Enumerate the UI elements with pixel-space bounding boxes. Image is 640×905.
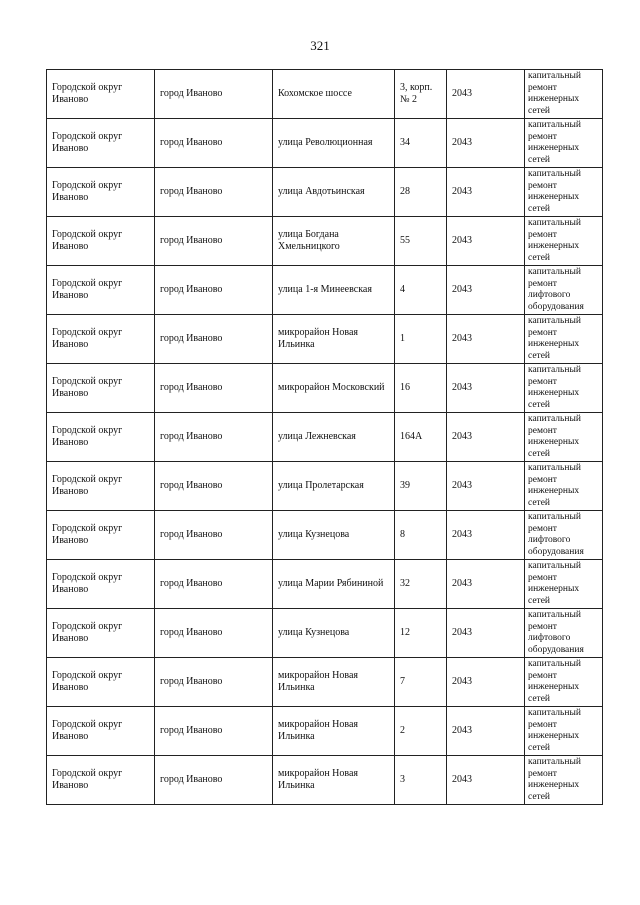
city-cell: город Иваново bbox=[155, 756, 273, 805]
city-cell: город Иваново bbox=[155, 364, 273, 413]
house-number-cell: 34 bbox=[395, 119, 447, 168]
city-cell: город Иваново bbox=[155, 266, 273, 315]
table-row bbox=[47, 560, 603, 609]
street-cell: улица 1-я Минеевская bbox=[273, 266, 395, 315]
year-cell: 2043 bbox=[447, 315, 525, 364]
house-number-cell: 2 bbox=[395, 707, 447, 756]
table-row bbox=[47, 119, 603, 168]
house-number-cell: 1 bbox=[395, 315, 447, 364]
district-cell: Городской округ Иваново bbox=[47, 560, 155, 609]
work-type-cell: капитальный ремонт инженерных сетей bbox=[525, 168, 603, 217]
district-cell: Городской округ Иваново bbox=[47, 462, 155, 511]
work-type-cell: капитальный ремонт инженерных сетей bbox=[525, 413, 603, 462]
table-row bbox=[47, 462, 603, 511]
district-cell: Городской округ Иваново bbox=[47, 217, 155, 266]
house-number-cell: 16 bbox=[395, 364, 447, 413]
table-row bbox=[47, 168, 603, 217]
street-cell: микрорайон Новая Ильинка bbox=[273, 315, 395, 364]
district-cell: Городской округ Иваново bbox=[47, 658, 155, 707]
city-cell: город Иваново bbox=[155, 217, 273, 266]
table-row bbox=[47, 609, 603, 658]
city-cell: город Иваново bbox=[155, 413, 273, 462]
year-cell: 2043 bbox=[447, 756, 525, 805]
city-cell: город Иваново bbox=[155, 70, 273, 119]
year-cell: 2043 bbox=[447, 364, 525, 413]
work-type-cell: капитальный ремонт инженерных сетей bbox=[525, 70, 603, 119]
year-cell: 2043 bbox=[447, 119, 525, 168]
work-type-cell: капитальный ремонт инженерных сетей bbox=[525, 462, 603, 511]
work-type-cell: капитальный ремонт инженерных сетей bbox=[525, 364, 603, 413]
city-cell: город Иваново bbox=[155, 560, 273, 609]
district-cell: Городской округ Иваново bbox=[47, 413, 155, 462]
table-row bbox=[47, 756, 603, 805]
street-cell: улица Марии Рябининой bbox=[273, 560, 395, 609]
city-cell: город Иваново bbox=[155, 707, 273, 756]
year-cell: 2043 bbox=[447, 266, 525, 315]
street-cell: улица Революционная bbox=[273, 119, 395, 168]
house-number-cell: 7 bbox=[395, 658, 447, 707]
city-cell: город Иваново bbox=[155, 119, 273, 168]
house-number-cell: 32 bbox=[395, 560, 447, 609]
street-cell: микрорайон Новая Ильинка bbox=[273, 707, 395, 756]
year-cell: 2043 bbox=[447, 413, 525, 462]
house-number-cell: 28 bbox=[395, 168, 447, 217]
table-row bbox=[47, 413, 603, 462]
page-number: 321 bbox=[310, 38, 330, 53]
table-row bbox=[47, 266, 603, 315]
work-type-cell: капитальный ремонт инженерных сетей bbox=[525, 315, 603, 364]
district-cell: Городской округ Иваново bbox=[47, 315, 155, 364]
house-number-cell: 164А bbox=[395, 413, 447, 462]
house-number-cell: 3, корп. № 2 bbox=[395, 70, 447, 119]
year-cell: 2043 bbox=[447, 707, 525, 756]
city-cell: город Иваново bbox=[155, 315, 273, 364]
district-cell: Городской округ Иваново bbox=[47, 511, 155, 560]
street-cell: микрорайон Московский bbox=[273, 364, 395, 413]
district-cell: Городской округ Иваново bbox=[47, 266, 155, 315]
table-row bbox=[47, 315, 603, 364]
house-number-cell: 55 bbox=[395, 217, 447, 266]
house-number-cell: 4 bbox=[395, 266, 447, 315]
street-cell: улица Богдана Хмельницкого bbox=[273, 217, 395, 266]
work-type-cell: капитальный ремонт инженерных сетей bbox=[525, 119, 603, 168]
city-cell: город Иваново bbox=[155, 168, 273, 217]
year-cell: 2043 bbox=[447, 511, 525, 560]
year-cell: 2043 bbox=[447, 658, 525, 707]
street-cell: микрорайон Новая Ильинка bbox=[273, 658, 395, 707]
work-type-cell: капитальный ремонт инженерных сетей bbox=[525, 756, 603, 805]
table-body bbox=[47, 70, 603, 805]
district-cell: Городской округ Иваново bbox=[47, 756, 155, 805]
table-row bbox=[47, 364, 603, 413]
year-cell: 2043 bbox=[447, 70, 525, 119]
house-number-cell: 3 bbox=[395, 756, 447, 805]
table-row bbox=[47, 707, 603, 756]
year-cell: 2043 bbox=[447, 462, 525, 511]
house-number-cell: 8 bbox=[395, 511, 447, 560]
street-cell: улица Кузнецова bbox=[273, 609, 395, 658]
city-cell: город Иваново bbox=[155, 462, 273, 511]
work-type-cell: капитальный ремонт инженерных сетей bbox=[525, 707, 603, 756]
work-type-cell: капитальный ремонт инженерных сетей bbox=[525, 560, 603, 609]
street-cell: улица Пролетарская bbox=[273, 462, 395, 511]
house-number-cell: 12 bbox=[395, 609, 447, 658]
house-number-cell: 39 bbox=[395, 462, 447, 511]
district-cell: Городской округ Иваново bbox=[47, 707, 155, 756]
city-cell: город Иваново bbox=[155, 609, 273, 658]
street-cell: Кохомское шоссе bbox=[273, 70, 395, 119]
city-cell: город Иваново bbox=[155, 511, 273, 560]
work-type-cell: капитальный ремонт инженерных сетей bbox=[525, 217, 603, 266]
work-type-cell: капитальный ремонт лифтового оборудования bbox=[525, 266, 603, 315]
district-cell: Городской округ Иваново bbox=[47, 168, 155, 217]
city-cell: город Иваново bbox=[155, 658, 273, 707]
work-type-cell: капитальный ремонт лифтового оборудования bbox=[525, 511, 603, 560]
year-cell: 2043 bbox=[447, 609, 525, 658]
work-type-cell: капитальный ремонт инженерных сетей bbox=[525, 658, 603, 707]
district-cell: Городской округ Иваново bbox=[47, 70, 155, 119]
district-cell: Городской округ Иваново bbox=[47, 609, 155, 658]
table-row bbox=[47, 217, 603, 266]
table-row bbox=[47, 70, 603, 119]
year-cell: 2043 bbox=[447, 168, 525, 217]
table-row bbox=[47, 658, 603, 707]
district-cell: Городской округ Иваново bbox=[47, 119, 155, 168]
repair-schedule-table bbox=[46, 69, 603, 805]
table-row bbox=[47, 511, 603, 560]
street-cell: улица Авдотьинская bbox=[273, 168, 395, 217]
district-cell: Городской округ Иваново bbox=[47, 364, 155, 413]
street-cell: улица Кузнецова bbox=[273, 511, 395, 560]
year-cell: 2043 bbox=[447, 217, 525, 266]
street-cell: улица Лежневская bbox=[273, 413, 395, 462]
work-type-cell: капитальный ремонт лифтового оборудования bbox=[525, 609, 603, 658]
street-cell: микрорайон Новая Ильинка bbox=[273, 756, 395, 805]
year-cell: 2043 bbox=[447, 560, 525, 609]
